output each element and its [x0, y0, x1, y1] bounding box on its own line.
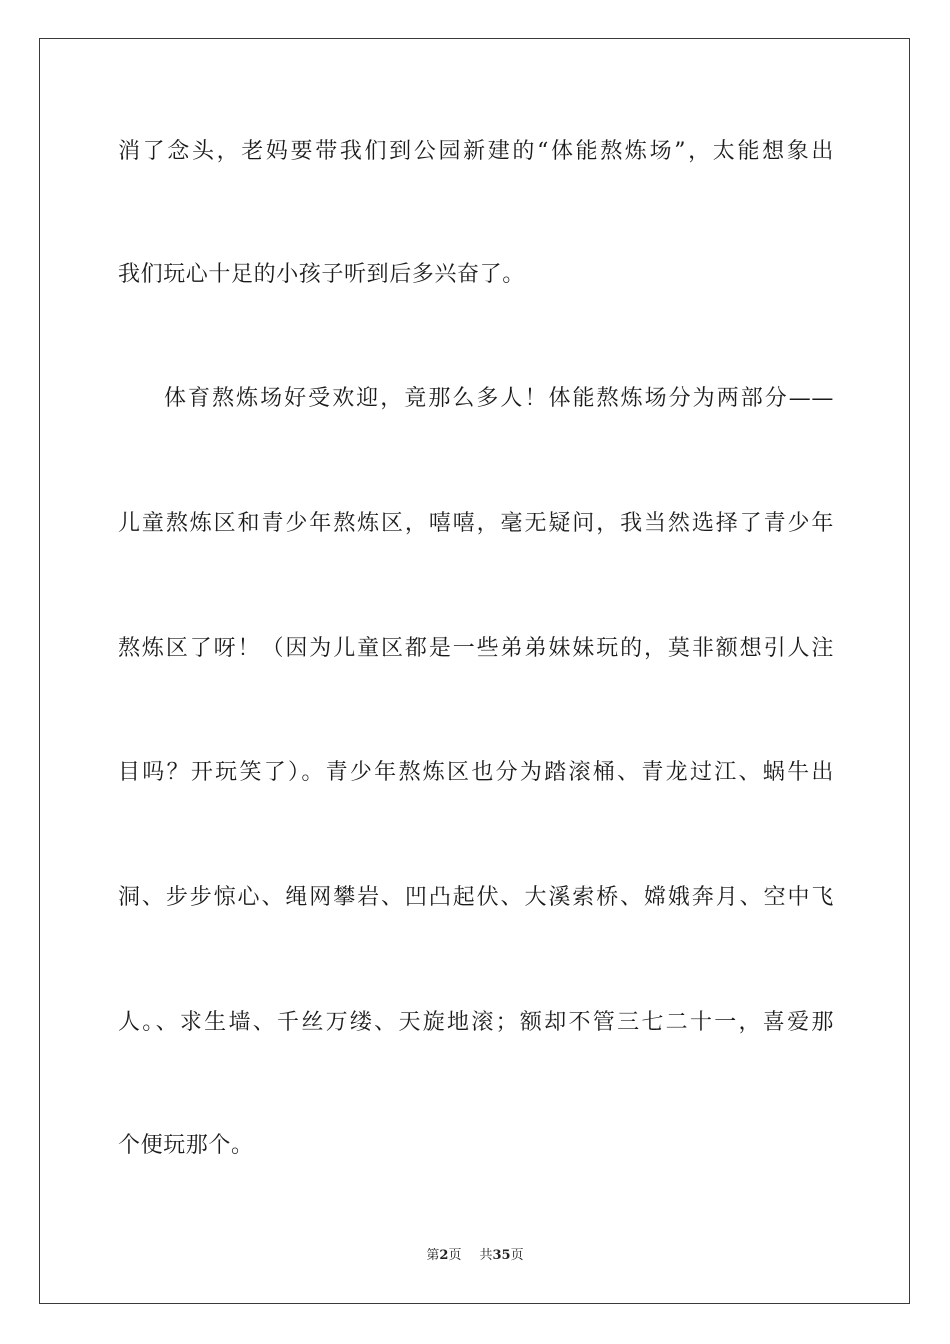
paragraph-line-3: 体育熬炼场好受欢迎，竟那么多人！体能熬炼场分为两部分——	[164, 386, 834, 411]
paragraph-line-4: 儿童熬炼区和青少年熬炼区，嘻嘻，毫无疑问，我当然选择了青少年	[118, 511, 834, 536]
page-border	[39, 38, 910, 1304]
footer-total-pages: 35	[492, 1248, 511, 1263]
paragraph-line-7: 洞、步步惊心、绳网攀岩、凹凸起伏、大溪索桥、嫦娥奔月、空中飞	[118, 885, 834, 910]
paragraph-line-5: 熬炼区了呀！（因为儿童区都是一些弟弟妹妹玩的，莫非额想引人注	[118, 636, 834, 661]
paragraph-line-1: 消了念头，老妈要带我们到公园新建的“体能熬炼场”，太能想象出	[118, 139, 834, 164]
footer-total-prefix: 共	[479, 1248, 493, 1263]
footer-page-prefix: 第	[426, 1248, 440, 1263]
footer-total-suffix: 页	[510, 1248, 524, 1263]
page-footer	[0, 1246, 950, 1266]
paragraph-line-6: 目吗？开玩笑了）。青少年熬炼区也分为踏滚桶、青龙过江、蜗牛出	[118, 760, 834, 785]
paragraph-line-8: 人。、求生墙、千丝万缕、天旋地滚；额却不管三七二十一，喜爱那	[118, 1010, 834, 1035]
footer-page-number: 2	[439, 1248, 449, 1263]
footer-page-suffix: 页	[448, 1248, 462, 1263]
paragraph-line-9: 个便玩那个。	[118, 1133, 254, 1158]
paragraph-line-2: 我们玩心十足的小孩子听到后多兴奋了。	[118, 262, 525, 287]
